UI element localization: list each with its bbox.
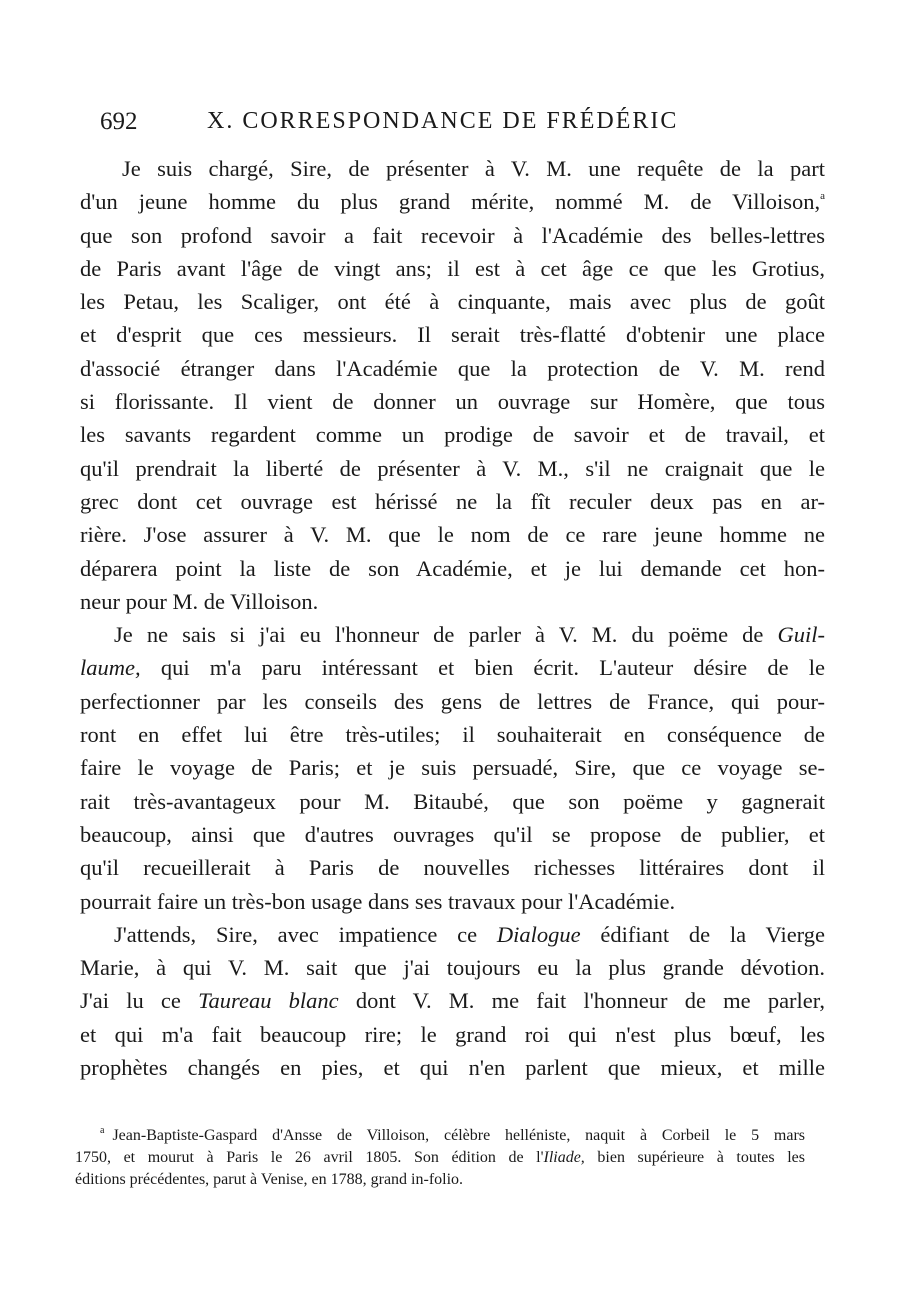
text-line: J'ai lu ce Taureau blanc dont V. M. me fait l'honneur de me parler, — [80, 988, 825, 1014]
text-line: pourrait faire un très-bon usage dans ses travaux pour l'Académie. — [80, 888, 676, 914]
text-line: que son profond savoir a fait recevoir à l'Académie des belles-lettres — [80, 222, 825, 248]
text-line: si florissante. Il vient de donner un ouvrage sur Homère, que tous — [80, 389, 825, 415]
running-head: X. CORRESPONDANCE DE FRÉDÉRIC — [207, 108, 679, 134]
text-line: de Paris avant l'âge de vingt ans; il est à cet âge ce que les Grotius, — [80, 255, 825, 281]
footnote-mark: a — [100, 1125, 105, 1136]
text-line: qu'il prendrait la liberté de présenter à V. M., s'il ne craignait que le — [80, 455, 825, 481]
footnotes — [75, 1125, 805, 1191]
body-text — [80, 152, 825, 1084]
text-line: prophètes changés en pies, et qui n'en parlent que mieux, et mille — [80, 1055, 825, 1081]
footnote-line: 1750, et mourut à Paris le 26 avril 1805. Son édition de l'Iliade, bien supérieure à toutes les — [75, 1149, 805, 1166]
text-line: faire le voyage de Paris; et je suis persuadé, Sire, que ce voyage se- — [80, 755, 825, 781]
text-line: ront en effet lui être très-utiles; il souhaiterait en conséquence de — [80, 722, 825, 748]
text-line: laume, qui m'a paru intéressant et bien écrit. L'auteur désire de le — [80, 655, 825, 681]
text-line: et d'esprit que ces messieurs. Il serait très-flatté d'obtenir une place — [80, 322, 825, 348]
text-line: et qui m'a fait beaucoup rire; le grand roi qui n'est plus bœuf, les — [80, 1021, 825, 1047]
text-line: Marie, à qui V. M. sait que j'ai toujours eu la plus grande dévotion. — [80, 955, 825, 981]
footnote-reference: a — [820, 190, 825, 203]
text-line: les Petau, les Scaliger, ont été à cinquante, mais avec plus de goût — [80, 289, 825, 315]
footnote-line: éditions précédentes, parut à Venise, en 1788, grand in-folio. — [75, 1171, 464, 1188]
page-number: 692 — [100, 108, 138, 135]
text-line: neur pour M. de Villoison. — [80, 588, 319, 614]
text-line: Je ne sais si j'ai eu l'honneur de parler à V. M. du poëme de Guil- — [114, 622, 825, 648]
text-line: grec dont cet ouvrage est hérissé ne la fît reculer deux pas en ar- — [80, 488, 825, 514]
footnote-line: $^a$ Jean-Baptiste-Gaspard d'Ansse de Villoison, célèbre helléniste, naquit à Corbeil le 5 mars — [100, 1125, 805, 1144]
text-line: qu'il recueillerait à Paris de nouvelles richesses littéraires dont il — [80, 855, 825, 881]
text-line: J'attends, Sire, avec impatience ce Dialogue édifiant de la Vierge — [114, 921, 826, 947]
text-line: d'associé étranger dans l'Académie que la protection de V. M. rend — [80, 355, 825, 381]
page-header — [100, 108, 830, 144]
text-line: déparera point la liste de son Académie, et je lui demande cet hon- — [80, 555, 825, 581]
text-line: perfectionner par les conseils des gens de lettres de France, qui pour- — [80, 688, 825, 714]
text-line: les savants regardent comme un prodige de savoir et de travail, et — [80, 422, 825, 448]
text-line: Je suis chargé, Sire, de présenter à V. M. une requête de la part — [122, 156, 825, 181]
text-line: d'un jeune homme du plus grand mérite, nommé M. de Villoison,$^a$ — [80, 189, 825, 215]
text-line: beaucoup, ainsi que d'autres ouvrages qu'il se propose de publier, et — [80, 821, 825, 847]
text-line: rait très-avantageux pour M. Bitaubé, que son poëme y gagnerait — [80, 788, 825, 814]
text-line: rière. J'ose assurer à V. M. que le nom de ce rare jeune homme ne — [80, 522, 825, 548]
